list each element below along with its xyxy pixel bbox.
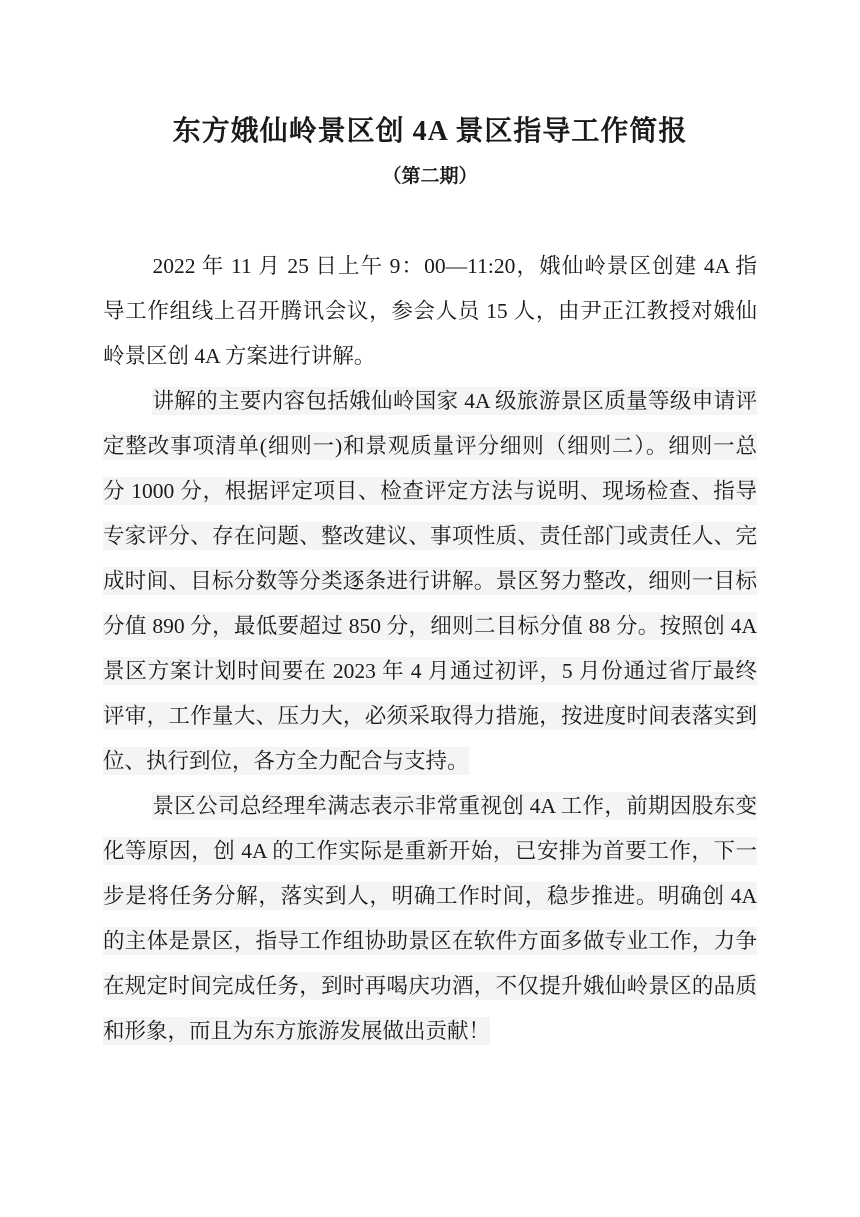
paragraph-3-line-5 (103, 964, 757, 1009)
paragraph-3-line-4-text: 的主体是景区，指导工作组协助景区在软件方面多做专业工作，力争 (103, 929, 757, 953)
paragraph-2-line-9-text: 位、执行到位，各方全力配合与支持。 (103, 749, 469, 773)
paragraph-2-line-3 (103, 469, 757, 514)
paragraph-3-line-5-text: 在规定时间完成任务，到时再喝庆功酒，不仅提升娥仙岭景区的品质 (103, 974, 757, 998)
document-title: 东方娥仙岭景区创 4A 景区指导工作简报 (172, 116, 688, 147)
paragraph-2-line-8-text: 评审，工作量大、压力大，必须采取得力措施，按进度时间表落实到 (103, 704, 757, 728)
document-body (103, 244, 757, 1054)
paragraph-2-line-4-text: 专家评分、存在问题、整改建议、事项性质、责任部门或责任人、完 (103, 524, 757, 548)
paragraph-1-line-3-text: 岭景区创 4A 方案进行讲解。 (103, 344, 376, 368)
paragraph-2-line-6-text: 分值 890 分，最低要超过 850 分，细则二目标分值 88 分。按照创 4A (103, 614, 757, 638)
paragraph-1-line-1 (103, 244, 757, 289)
paragraph-2-line-6 (103, 604, 757, 649)
paragraph-2-line-5-text: 成时间、目标分数等分类逐条进行讲解。景区努力整改，细则一目标 (103, 569, 757, 593)
paragraph-2-line-9 (103, 739, 757, 784)
paragraph-2-line-2-text: 定整改事项清单(细则一)和景观质量评分细则（细则二）。细则一总 (103, 434, 757, 458)
paragraph-2-line-3-text: 分 1000 分，根据评定项目、检查评定方法与说明、现场检查、指导 (103, 479, 757, 503)
paragraph-3-line-6-text: 和形象，而且为东方旅游发展做出贡献！ (103, 1019, 491, 1043)
paragraph-2-line-2 (103, 424, 757, 469)
paragraph-1-line-1-text: 2022 年 11 月 25 日上午 9：00—11:20，娥仙岭景区创建 4A 指 (152, 254, 757, 278)
paragraph-2-line-4 (103, 514, 757, 559)
paragraph-2-line-5 (103, 559, 757, 604)
paragraph-1-line-2-text: 导工作组线上召开腾讯会议，参会人员 15 人，由尹正江教授对娥仙 (103, 299, 757, 323)
paragraph-3-line-1 (103, 784, 757, 829)
paragraph-2-line-1 (103, 379, 757, 424)
paragraph-3-line-1-text: 景区公司总经理牟满志表示非常重视创 4A 工作，前期因股东变 (152, 794, 757, 818)
paragraph-3-line-4 (103, 919, 757, 964)
paragraph-2-line-8 (103, 694, 757, 739)
paragraph-1-line-3 (103, 334, 757, 379)
paragraph-2-line-7-text: 景区方案计划时间要在 2023 年 4 月通过初评，5 月份通过省厅最终 (103, 659, 757, 683)
paragraph-3-line-2 (103, 829, 757, 874)
paragraph-3-line-6 (103, 1009, 757, 1054)
paragraph-3-line-2-text: 化等原因，创 4A 的工作实际是重新开始，已安排为首要工作，下一 (103, 839, 757, 863)
paragraph-3-line-3 (103, 874, 757, 919)
paragraph-1-line-2 (103, 289, 757, 334)
paragraph-3-line-3-text: 步是将任务分解，落实到人，明确工作时间，稳步推进。明确创 4A (103, 884, 757, 908)
document-subtitle: （第二期） (382, 166, 478, 187)
paragraph-2-line-7 (103, 649, 757, 694)
paragraph-2-line-1-text: 讲解的主要内容包括娥仙岭国家 4A 级旅游景区质量等级申请评 (152, 389, 757, 413)
